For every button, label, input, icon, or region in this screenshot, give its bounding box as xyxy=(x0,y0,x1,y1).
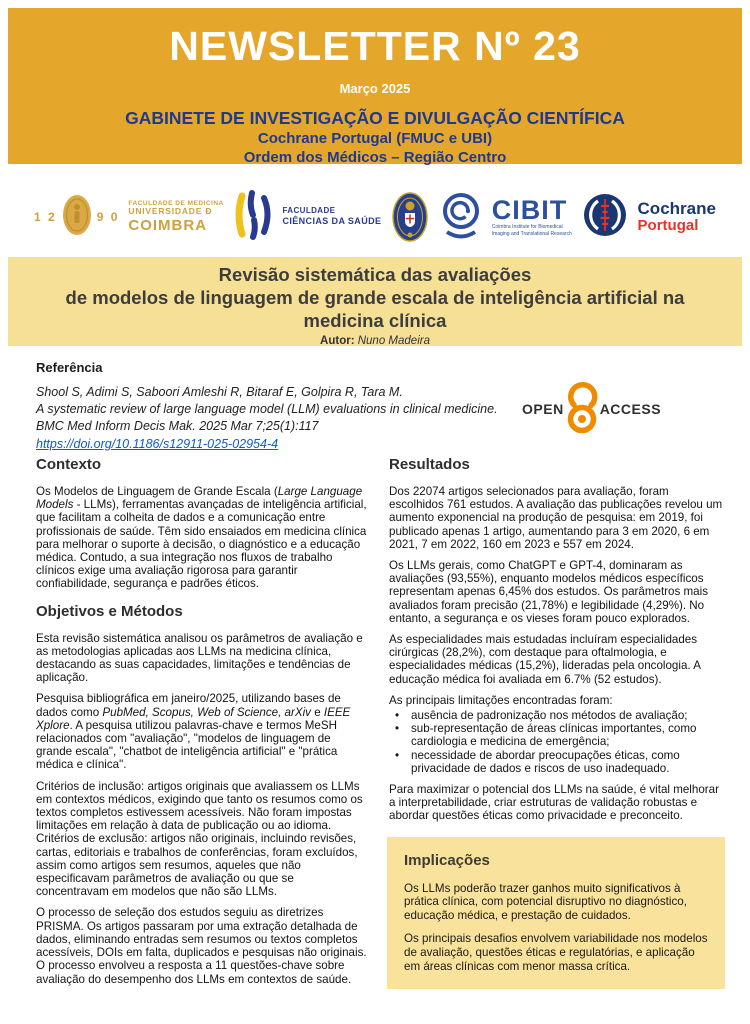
open-access-badge xyxy=(522,380,661,437)
implicacoes-paragraph-2: Os principais desafios envolvem variabilidade nos modelos de avaliação, questões éticas e regulatórias, e aplicação em áreas clínicas com menor massa crítica. xyxy=(404,932,708,973)
ubi-wordmark: FACULDADE CIÊNCIAS DA SAÚDE xyxy=(282,205,382,227)
implicacoes-box xyxy=(387,837,725,990)
ubi-mark-icon xyxy=(233,190,273,245)
cibit-wordmark: CIBIT Coimbra Institute for Biomedical Imaging and Translational Research xyxy=(491,194,572,237)
reference-heading: Referência xyxy=(36,360,103,375)
cochrane-wordmark: Cochrane Portugal xyxy=(637,199,716,235)
left-column xyxy=(36,452,368,994)
objetivos-paragraph-1: Esta revisão sistemática analisou os parâmetros de avaliação e as metodologias aplicadas aos LLMs na medicina clínica, destacando as suas capacidades, limitações e tendências de aplicação. xyxy=(36,631,363,685)
uc-seal-icon xyxy=(62,194,92,241)
open-access-label-open: OPEN xyxy=(522,400,564,417)
objetivos-paragraph-2: Pesquisa bibliográfica em janeiro/2025, utilizando bases de dados como PubMed, Scopus, Web of Science, arXiv e IEEE Xplore. A pesquisa utilizou palavras-chave e termos MeSH relacionados com "avaliação", "modelos de linguagem de grande escala", "chatbot de inteligência artificial" e "prática médica e clínica". xyxy=(36,692,351,772)
limitation-item-1: • ausência de padronização nos métodos de avaliação; xyxy=(389,709,725,722)
right-column xyxy=(389,452,725,989)
cochrane-mark-icon xyxy=(582,192,628,243)
contexto-paragraph: Os Modelos de Linguagem de Grande Escala (Large Language Models - LLMs), ferramentas avançadas de inteligência artificial, que facilitam a colheita de dados e a comunicação entre profissionais de saúde. Têm sido ensaiados em medicina clínica para melhorar o suporte à decisão, o diagnóstico e a educação médica. Contudo, a sua integração nos fluxos de trabalho clínicos exige uma avaliação rigorosa para garantir confiabilidade, segurança e padrões éticos. xyxy=(36,485,367,591)
objetivos-heading: Objetivos e Métodos xyxy=(36,602,183,620)
implicacoes-paragraph-1: Os LLMs poderão trazer ganhos muito significativos à prática clínica, com potencial disruptivo no diagnóstico, educação médica, e prestação de cuidados. xyxy=(404,881,687,922)
doi-link[interactable]: https://doi.org/10.1186/s12911-025-02954-4 xyxy=(36,437,279,451)
article-title-line3: medicina clínica xyxy=(303,310,447,331)
implicacoes-heading: Implicações xyxy=(404,851,490,869)
open-access-label-access: ACCESS xyxy=(599,400,662,417)
reference-article-title: A systematic review of large language model (LLM) evaluations in clinical medicine. xyxy=(36,402,498,416)
resultados-paragraph-1: Dos 22074 artigos selecionados para avaliação, foram escolhidos 761 estudos. A avaliação das publicações revelou um aumento exponencial na produção de pesquisa: em 2019, foi publicado apenas 1 artigo, aumentando para 3 em 2020, 6 em 2021, 7 em 2022, 160 em 2023 e 557 em 2024. xyxy=(389,485,723,551)
resultados-paragraph-2: Os LLMs gerais, como ChatGPT e GPT-4, dominaram as avaliações (93,55%), enquanto modelos médicos específicos representam apenas 6,45% dos estudos. Os parâmetros mais avaliados foram precisão (21,78%) e legibilidade (4,29%). No entanto, a segurança e os vieses foram pouco explorados. xyxy=(389,559,708,625)
university-crest-icon xyxy=(391,191,429,243)
masthead xyxy=(8,8,742,164)
logo-strip xyxy=(8,182,742,252)
limitations-list xyxy=(389,709,725,775)
uc-wordmark: FACULDADE DE MEDICINA UNIVERSIDADE Ð COIMBRA xyxy=(128,199,224,234)
resultados-limitations-intro: As principais limitações encontradas foram: xyxy=(389,693,613,707)
uc-year-left: 1 2 xyxy=(34,210,57,224)
article-title-line1: Revisão sistemática das avaliações xyxy=(218,264,532,285)
article-title-band xyxy=(8,257,742,346)
cibit-mark-icon xyxy=(439,191,483,244)
contexto-heading: Contexto xyxy=(36,456,101,473)
universidade-coimbra-logo xyxy=(34,194,224,241)
reference-block xyxy=(36,360,506,453)
uc-year-right: 9 0 xyxy=(96,210,120,224)
limitation-item-3: • necessidade de abordar preocupações éticas, como privacidade de dados e riscos de uso inadequado. xyxy=(389,749,725,775)
objetivos-paragraph-4: O processo de seleção dos estudos seguiu as diretrizes PRISMA. Os artigos passaram por uma extração detalhada de dados, eliminando entradas sem resumos ou textos completos acessíveis, DOIs em falta, duplicados e pesquisas não originais. O processo envolveu a resposta a 11 questões-chave sobre avaliação do desempenho dos LLMs em contextos de saúde. xyxy=(36,906,367,986)
resultados-heading: Resultados xyxy=(389,456,470,473)
objetivos-paragraph-3: Critérios de inclusão: artigos originais que avaliassem os LLMs em contextos médicos, exigindo que tanto os resumos como os textos completos estivessem acessíveis. Não foram impostas limitações em relação à data de publicação ou ao idioma. Critérios de exclusão: artigos não originais, incluindo revisões, cartas, editoriais e trabalhos de conferências, foram excluídos, assim como artigos sem resumos, aqueles que não especificavam parâmetros de avaliação ou que se concentravam em modelos que não são LLMs. xyxy=(36,779,363,899)
article-author xyxy=(8,335,742,347)
org-name: GABINETE DE INVESTIGAÇÃO E DIVULGAÇÃO CIENTÍFICA xyxy=(125,108,625,128)
cochrane-portugal-logo xyxy=(582,192,716,243)
reference-authors: Shool S, Adimi S, Saboori Amleshi R, Bitaraf E, Golpira R, Tara M. xyxy=(36,385,403,399)
issue-date: Março 2025 xyxy=(339,81,411,96)
cibit-logo xyxy=(439,191,572,244)
ubi-fcs-logo xyxy=(233,190,381,245)
limitation-item-2: • sub-representação de áreas clínicas importantes, como cardiologia e medicina de emergência; xyxy=(389,722,725,748)
org-subname-2: Ordem dos Médicos – Região Centro xyxy=(243,149,507,166)
org-subname-1: Cochrane Portugal (FMUC e UBI) xyxy=(257,130,493,147)
author-label: Autor: xyxy=(320,335,355,347)
newsletter-title: NEWSLETTER Nº 23 xyxy=(169,23,581,69)
open-lock-icon xyxy=(564,380,600,437)
resultados-paragraph-5: Para maximizar o potencial dos LLMs na saúde, é vital melhorar a interpretabilidade, criar estruturas de validação robustas e abordar questões éticas como privacidade e preconceito. xyxy=(389,783,719,823)
article-title-line2: de modelos de linguagem de grande escala de inteligência artificial na xyxy=(65,287,685,308)
author-name: Nuno Madeira xyxy=(357,335,430,347)
resultados-paragraph-3: As especialidades mais estudadas incluíram especialidades cirúrgicas (28,2%), com destaque para oftalmologia, e especialidades médicas (15,2%), lideradas pela oncologia. A educação médica foi avaliada em 6.7% (52 estudos). xyxy=(389,633,701,686)
reference-journal: BMC Med Inform Decis Mak. 2025 Mar 7;25(1):117 xyxy=(36,419,319,433)
